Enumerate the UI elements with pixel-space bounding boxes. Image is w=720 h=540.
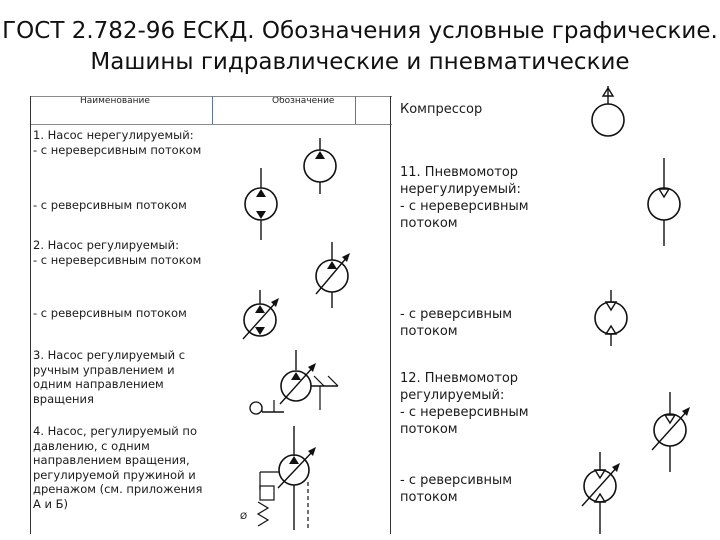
row-6-line-6: А и Б) bbox=[33, 496, 69, 511]
row-2-label bbox=[33, 198, 213, 213]
right-row-compressor-label bbox=[400, 101, 550, 118]
title-line-2: Машины гидравлические и пневматические bbox=[90, 49, 630, 75]
pump-manual-control-symbol bbox=[244, 350, 340, 420]
table-middle-border bbox=[390, 96, 391, 534]
pump-fixed-reversible-symbol bbox=[241, 168, 281, 240]
drain-label: Ø bbox=[240, 512, 248, 522]
right-row-4-line-4: потоком bbox=[400, 422, 458, 437]
row-6-label bbox=[33, 424, 213, 511]
right-row-2-line-2: нерегулируемый: bbox=[400, 182, 521, 197]
row-5-line-1: 3. Насос регулируемый с bbox=[33, 348, 186, 362]
page-title bbox=[0, 16, 720, 78]
right-row-5-line-1: - с реверсивным bbox=[400, 473, 513, 488]
pneumomotor-fixed-nonreversible-symbol bbox=[644, 158, 684, 246]
right-row-11b-label bbox=[400, 306, 550, 340]
header-divider-2 bbox=[355, 96, 356, 124]
pump-variable-reversible-symbol bbox=[238, 290, 282, 350]
row-1-line-1: 1. Насос нерегулируемый: bbox=[33, 128, 194, 142]
right-row-5-line-2: потоком bbox=[400, 490, 458, 505]
row-2-line-1: - с реверсивным потоком bbox=[33, 198, 187, 212]
row-4-line-1: - с реверсивным потоком bbox=[33, 306, 187, 320]
row-5-line-2: ручным управлением и bbox=[33, 362, 175, 377]
row-6-line-3: направлением вращения, bbox=[33, 453, 190, 467]
row-3-line-2: - с нереверсивным потоком bbox=[33, 252, 202, 267]
table-left-border bbox=[30, 96, 31, 534]
right-row-4-line-3: - с нереверсивным bbox=[400, 405, 529, 420]
pneumomotor-variable-reversible-symbol bbox=[578, 452, 626, 538]
row-4-label bbox=[33, 306, 213, 321]
right-row-2-line-4: потоком bbox=[400, 216, 458, 231]
right-row-2-line-3: - с нереверсивным bbox=[400, 199, 529, 214]
pneumomotor-fixed-reversible-symbol bbox=[591, 290, 631, 346]
right-row-12-label bbox=[400, 370, 550, 438]
header-bottom-rule bbox=[30, 124, 392, 125]
row-5-line-3: одним направлением bbox=[33, 377, 164, 391]
row-1-label bbox=[33, 128, 213, 157]
header-symbol-column: Обозначение bbox=[272, 96, 335, 106]
row-5-line-4: вращения bbox=[33, 391, 94, 406]
row-6-line-1: 4. Насос, регулируемый по bbox=[33, 424, 197, 438]
compressor-symbol bbox=[588, 86, 628, 140]
header-divider-1 bbox=[212, 96, 213, 124]
right-row-1-line-1: Компрессор bbox=[400, 102, 483, 117]
pneumomotor-variable-nonreversible-symbol bbox=[648, 392, 696, 472]
row-6-line-5: дренажом (см. приложения bbox=[33, 482, 203, 496]
row-6-line-2: давлению, с одним bbox=[33, 438, 150, 453]
title-line-1: ГОСТ 2.782-96 ЕСКД. Обозначения условные графические. bbox=[2, 18, 718, 44]
right-row-3-line-1: - с реверсивным bbox=[400, 307, 513, 322]
header-name-column: Наименование bbox=[80, 96, 150, 106]
pump-fixed-nonreversible-symbol bbox=[300, 138, 340, 194]
right-row-11-label bbox=[400, 164, 550, 232]
row-3-label bbox=[33, 238, 213, 267]
row-5-label bbox=[33, 348, 213, 406]
right-row-4-line-2: регулируемый: bbox=[400, 388, 505, 403]
pump-variable-nonreversible-symbol bbox=[310, 242, 354, 308]
pump-pressure-control-symbol bbox=[238, 426, 338, 536]
row-6-line-4: регулируемой пружиной и bbox=[33, 467, 196, 482]
row-1-line-2: - с нереверсивным потоком bbox=[33, 142, 202, 157]
row-3-line-1: 2. Насос регулируемый: bbox=[33, 238, 179, 252]
right-row-4-line-1: 12. Пневмомотор bbox=[400, 371, 519, 386]
right-row-12b-label bbox=[400, 472, 550, 506]
right-row-2-line-1: 11. Пневмомотор bbox=[400, 165, 519, 180]
header-top-rule bbox=[30, 96, 392, 97]
right-row-3-line-2: потоком bbox=[400, 324, 458, 339]
